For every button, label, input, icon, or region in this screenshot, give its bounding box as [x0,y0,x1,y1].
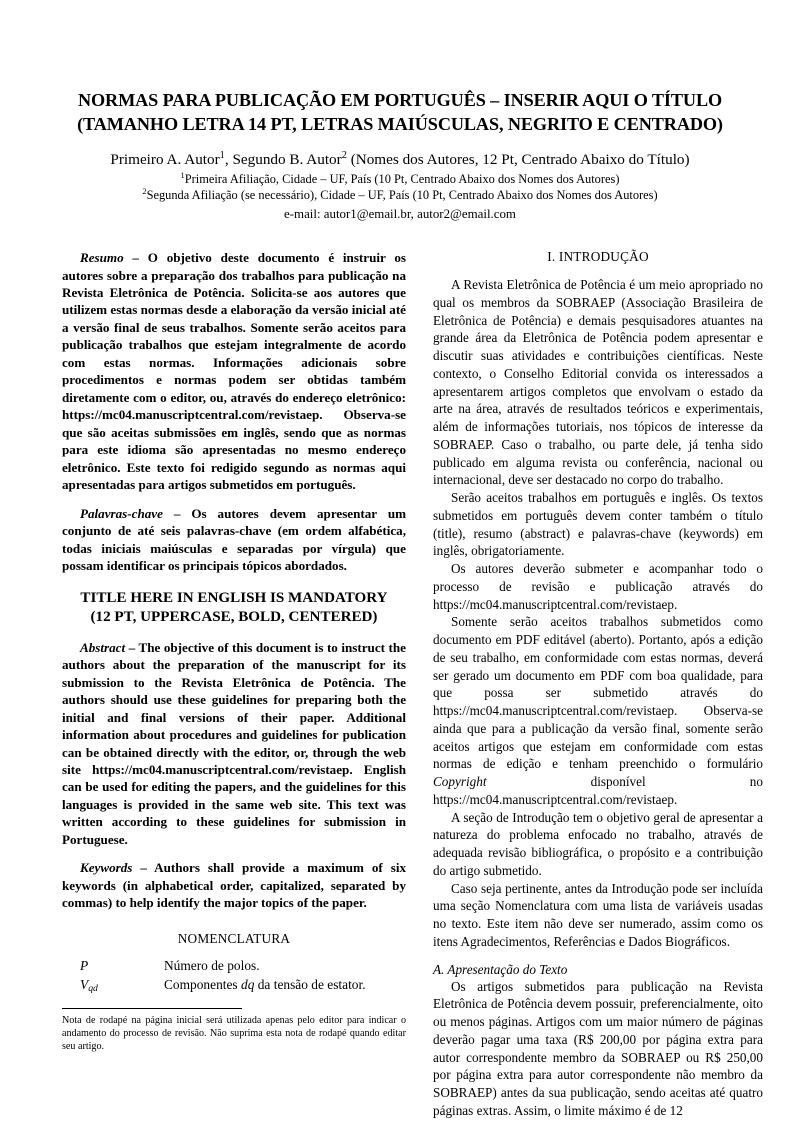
nomenclature-table [62,956,406,995]
nomenclature-symbol-base: V [80,977,89,993]
affiliation-2-text: Segunda Afiliação (se necessário), Cidade – UF, País (10 Pt, Centrado Abaixo dos Nomes dos Autores) [146,188,658,203]
nomenclature-symbol-base: P [80,957,89,973]
author-affil-marker-1: 1 [219,149,225,161]
abstract-label: Abstract [80,639,126,655]
palavras-chave-label: Palavras-chave [80,505,163,521]
author-emails: e-mail: autor1@email.br, autor2@email.com [284,207,516,221]
two-column-body [62,249,763,1120]
nomenclature-definition-post: da tensão de estator. [254,977,366,993]
author-names-note: (Nomes dos Autores, 12 Pt, Centrado Abaixo do Título) [346,151,690,169]
title-line-2: (TAMANHO LETRA 14 PT, LETRAS MAIÚSCULAS, NEGRITO E CENTRADO) [77,114,723,135]
keywords-dash: – [132,860,155,876]
nomenclature-definition [164,956,406,975]
author-affil-marker-2: 2 [341,149,347,161]
affiliation-2 [62,187,738,204]
body-paragraph: Os artigos submetidos para publicação na Revista Eletrônica de Potência devem possuir, preferencialmente, oito ou menos páginas. Artigos com um maior número de páginas deverão pagar uma taxa (R$ 200,00 por página extra para autor correspondente membro da SOBRAEP ou R$ 250,00 por página extra para autor correspondente não membro da SOBRAEP) antes da sua publicação, sendo aceitas até quatro páginas extras. Assim, o limite máximo é de 12 [433,978,763,1118]
nomenclature-definition [164,975,406,994]
english-title-line-2: (12 PT, UPPERCASE, BOLD, CENTERED) [90,609,378,626]
author-names-separator: , Segundo B. Autor [224,151,342,169]
body-paragraph: A seção de Introdução tem o objetivo geral de apresentar a natureza do problema enfocado no trabalho, através de adequada revisão bibliográfica, o propósito e a contribuição do artigo submetido. [433,809,763,878]
resumo-dash: – [123,250,148,266]
body-paragraph: Os autores deverão submeter e acompanhar todo o processo de revisão e publicação através do https://mc04.manuscriptcentral.com/revistaep. [433,561,763,612]
table-row [62,975,406,994]
keywords-label: Keywords [80,860,133,876]
table-row [62,956,406,975]
abstract-paragraph [62,639,406,849]
english-title [62,589,406,628]
body-paragraph: Serão aceitos trabalhos em português e inglês. Os textos submetidos em português devem conter também o título (title), resumo (abstract) e palavras-chave (keywords) em inglês, obrigatoriamente. [433,490,763,559]
right-column [433,249,763,1120]
nomenclature-symbol [62,975,164,994]
abstract-dash: – [125,639,139,655]
palavras-chave-text: Os autores devem apresentar um conjunto de até seis palavras-chave (em ordem alfabética, todas iniciais maiúsculas e separadas por vírgula) que possam identificar os principais tópicos abordados. [62,505,407,574]
author-name-first: Primeiro A. Autor [110,151,220,169]
affiliation-1-text: Primeira Afiliação, Cidade – UF, País (10 Pt, Centrado Abaixo dos Nomes dos Autores) [184,171,620,186]
title-line-1: NORMAS PARA PUBLICAÇÃO EM PORTUGUÊS – INSERIR AQUI O TÍTULO [77,90,723,110]
nomenclature-symbol-subscript: qd [88,983,98,995]
resumo-paragraph [62,249,406,494]
footnote-separator-rule [62,1008,242,1009]
resumo-text: O objetivo deste documento é instruir os autores sobre a preparação dos trabalhos para publicação na Revista Eletrônica de Potência. Solicita-se aos autores que utilizem estas normas desde a elaboração da versão inicial até a versão final de seus trabalhos. Somente serão aceitos para publicação trabalhos que estejam integralmente de acordo com estas normas. Informações adicionais sobre procedimentos e normas podem ser obtidas também diretamente com o editor, ou, através do endereço eletrônico: https://mc04.manuscriptcentral.com/revistaep. Observa-se que são aceitas submissões em inglês, sendo que as normas para este idioma são apresentadas no mesmo endereço eletrônico. Este texto foi redigido segundo as normas aqui apresentadas para artigos submetidos em português. [62,250,406,493]
affiliation-1 [62,171,738,188]
section-heading-introducao: I. INTRODUÇÃO [547,249,649,265]
footnote-text: Nota de rodapé na página inicial será utilizada apenas pelo editor para indicar o andamento do processo de revisão. Não suprima esta nota de rodapé quando editar seu artigo. [62,1014,406,1053]
palavras-chave-dash: – [162,505,192,521]
copyright-form-name: Copyright [433,774,487,790]
title-block [62,88,738,136]
body-paragraph-post: disponível no https://mc04.manuscriptcentral.com/revistaep. [433,774,763,807]
affiliation-marker-1: 1 [180,169,185,180]
nomenclature-definition-italic: dq [241,977,255,993]
nomenclature-heading: NOMENCLATURA [177,930,291,946]
nomenclature-definition-pre: Número de polos. [164,957,260,973]
abstract-text: The objective of this document is to instruct the authors about the preparation of the manuscript for its submission to the Revista Eletrônica de Potência. The authors should use these guidelines for preparing both the initial and final versions of their paper. Additional information about procedures and guidelines for publication can be obtained directly with the editor, or, through the web site https://mc04.manuscriptcentral.com/revistaep. English can be used for editing the papers, and the guidelines for this languages is provided in the same web site. This text was written according to these guidelines for submission in Portuguese. [62,639,406,847]
page-title [62,88,738,136]
author-names [62,150,738,170]
resumo-label: Resumo [80,250,124,266]
english-title-line-1: TITLE HERE IN ENGLISH IS MANDATORY [80,589,388,606]
keywords-text: Authors shall provide a maximum of six keywords (in alphabetical order, capitalized, separated by commas) to help identify the major topics of the paper. [62,860,407,911]
nomenclature-definition-pre: Componentes [164,977,241,993]
body-paragraph: Caso seja pertinente, antes da Introdução pode ser incluída uma seção Nomenclatura com uma lista de variáveis usadas no texto. Este item não deve ser numerado, assim como os itens Agradecimentos, Referências e Dados Biográficos. [433,880,763,949]
body-paragraph: A Revista Eletrônica de Potência é um meio apropriado no qual os membros da SOBRAEP (Associação Brasileira de Eletrônica de Potência) e demais pesquisadores atuantes na grande área da Eletrônica de Potência podem apresentar e discutir suas atividades e contribuições científicas. Neste contexto, o Conselho Editorial convida os interessados a apresentarem artigos completos que envolvam o estado da arte na área, através de resultados teóricos e experimentais, além de informações tutoriais, nos tópicos de interesse da SOBRAEP. Caso o trabalho, ou parte dele, já tenha sido publicado em alguma revista ou conferência, nacional ou internacional, deve ser destacado no corpo do trabalho. [433,277,763,488]
left-column [62,249,406,1120]
affiliation-marker-2: 2 [142,186,147,197]
body-paragraph [433,613,763,808]
keywords-paragraph [62,859,406,911]
nomenclature-symbol [62,956,164,975]
authors-block [62,150,738,223]
palavras-chave-paragraph [62,505,406,575]
subsection-heading-apresentacao: A. Apresentação do Texto [433,961,568,977]
body-paragraph-pre: Somente serão aceitos trabalhos submetidos como documento em PDF editável (aberto). Portanto, após a edição de seu trabalho, em conformidade com estas normas, deverá ser gerado um documento em PDF com boa qualidade, para que possa ser submetido através do https://mc04.manuscriptcentral.com/revistaep. Observa-se ainda que para a publicação da versão final, somente serão aceitos artigos que estejam em conformidade com estas normas de edição e tenham preenchido o formulário [433,614,763,772]
